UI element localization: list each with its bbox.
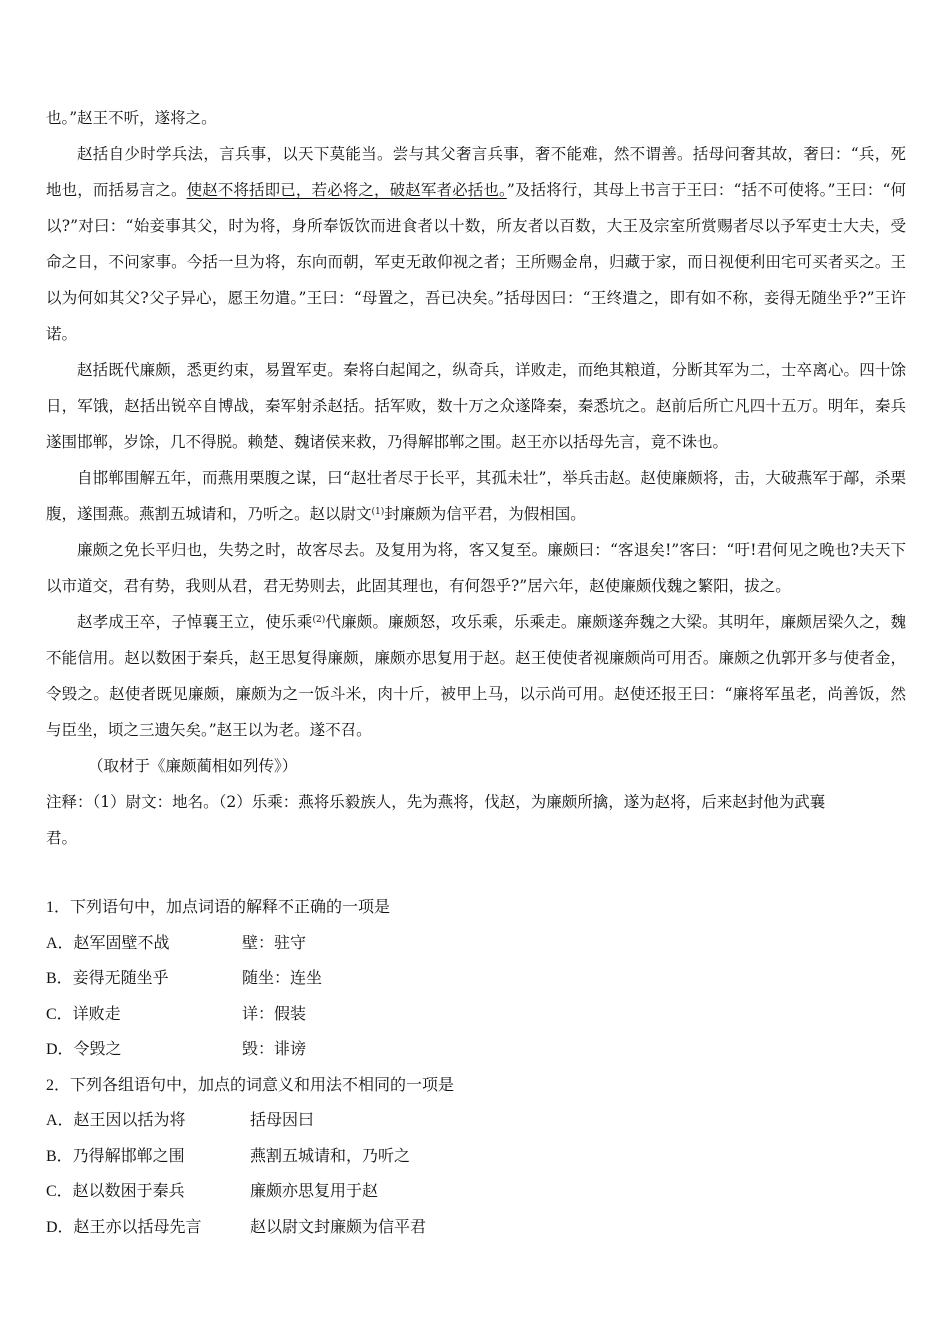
notes-line: 注释：（1）尉文：地名。（2）乐乘：燕将乐毅族人，先为燕将，伐赵，为廉颇所擒，遂为赵将，后来赵封他为武襄 [46,793,826,811]
option-explanation: 随坐：连坐 [242,970,323,987]
passage-text: ”及括将行，其母上书言于王曰：“括不可使将。”王曰：“何以?”对曰：“始妾事其父，时为将，身所奉饭饮而进食者以十数，所友者以百数，大王及宗室所赏赐者尽以予军吏士大夫，受命之日，不问家事。今括一旦为将，东向而朝，军吏无敢仰视之者；王所赐金帛，归藏于家，而日视便利田宅可买者买之。王以为何如其父?父子异心，愿王勿遣。”王曰：“母置之，吾已决矣。”括母因曰：“王终遣之，即有如不称，妾得无随坐乎?”王许诺。 [46,181,906,343]
question-2-stem: 2．下列各组语句中，加点的词意义和用法不相同的一项是 [46,1076,455,1094]
passage-paragraph: 赵括既代廉颇，悉更约束，易置军吏。秦将白起闻之，纵奇兵，详败走，而绝其粮道，分断其军为二，士卒离心。四十馀日，军饿，赵括出锐卒自博战，秦军射杀赵括。括军败，数十万之众遂降秦，秦悉坑之。赵前后所亡凡四十五万。明年，秦兵遂围邯郸，岁馀，几不得脱。赖楚、魏诸侯来救，乃得解邯郸之围。赵王亦以括母先言，竟不诛也。 [46,361,906,451]
question-2-option-c [46,1174,906,1210]
question-1-stem: 1．下列语句中，加点词语的解释不正确的一项是 [46,899,391,916]
question-2-option-b [46,1139,906,1175]
reading-passage [46,100,906,856]
question-1-option-a [46,926,906,962]
passage-text: 赵括自少时学兵法，言兵事，以天下莫能当。尝与其父奢言兵事，奢不能难，然不谓善。括母问奢其故，奢曰：“兵，死地也，而括易言之。 [46,145,906,199]
passage-paragraph [46,136,906,352]
option-sentence: B．乃得解邯郸之围 [46,1147,185,1165]
option-sentence: A．赵王因以括为将 [46,1112,186,1129]
option-comparison: 廉颇亦思复用于赵 [250,1183,379,1200]
passage-paragraph [46,604,906,748]
option-explanation: 毁：诽谤 [242,1041,307,1058]
option-explanation: 壁：驻守 [242,934,307,952]
questions-section [46,890,906,1245]
passage-text: 自邯郸围解五年，而燕用栗腹之谋，曰“赵壮者尽于长平，其孤未壮”，举兵击赵。赵使廉颇将，击，大破燕军于鄗，杀栗腹，遂围燕。燕割五城请和，乃听之。赵以尉文 [46,469,906,523]
question-2-option-a [46,1103,906,1139]
notes-line: 君。 [46,829,78,847]
source-citation: （取材于《廉颇蔺相如列传》） [88,757,298,775]
underlined-sentence: 使赵不将括即已，若必将之，破赵军者必括也。 [186,181,507,199]
passage-text: 赵孝成王卒，子悼襄王立，使乐乘 [77,613,313,631]
question-2-option-d [46,1210,906,1246]
passage-paragraph [46,460,906,532]
question-1-option-b [46,961,906,997]
passage-paragraph: 也。”赵王不听，遂将之。 [46,109,217,127]
option-sentence: D．令毁之 [46,1041,122,1058]
question-1-option-d [46,1032,906,1068]
option-explanation: 详：假装 [242,1005,307,1023]
option-comparison: 括母因曰 [250,1112,315,1129]
question-1-option-c [46,997,906,1033]
footnote-marker: (1) [371,507,385,517]
passage-paragraph: 廉颇之免长平归也，失势之时，故客尽去。及复用为将，客又复至。廉颇曰：“客退矣!”客曰：“吁!君何见之晚也?夫天下以市道交，君有势，我则从君，君无势则去，此固其理也，有何怨乎?”居六年，赵使廉颇伐魏之繁阳，拔之。 [46,541,906,595]
footnote-marker: (2) [312,615,326,625]
passage-text: 封廉颇为信平君，为假相国。 [384,505,586,523]
option-sentence: D．赵王亦以括母先言 [46,1218,202,1236]
passage-text: 代廉颇。廉颇怒，攻乐乘，乐乘走。廉颇遂奔魏之大梁。其明年，廉颇居梁久之，魏不能信用。赵以数困于秦兵，赵王思复得廉颇，廉颇亦思复用于赵。赵王使使者视廉颇尚可用否。廉颇之仇郭开多与使者金，令毁之。赵使者既见廉颇，廉颇为之一饭斗米，肉十斤，被甲上马，以示尚可用。赵使还报王曰：“廉将军虽老，尚善饭，然与臣坐，顷之三遗矢矣。”赵王以为老。遂不召。 [46,613,906,739]
option-sentence: A．赵军固壁不战 [46,934,170,952]
option-comparison: 赵以尉文封廉颇为信平君 [250,1218,427,1236]
option-sentence: C．赵以数困于秦兵 [46,1183,185,1200]
option-comparison: 燕割五城请和，乃听之 [250,1147,411,1165]
option-sentence: B．妾得无随坐乎 [46,970,169,987]
option-sentence: C．详败走 [46,1005,121,1023]
